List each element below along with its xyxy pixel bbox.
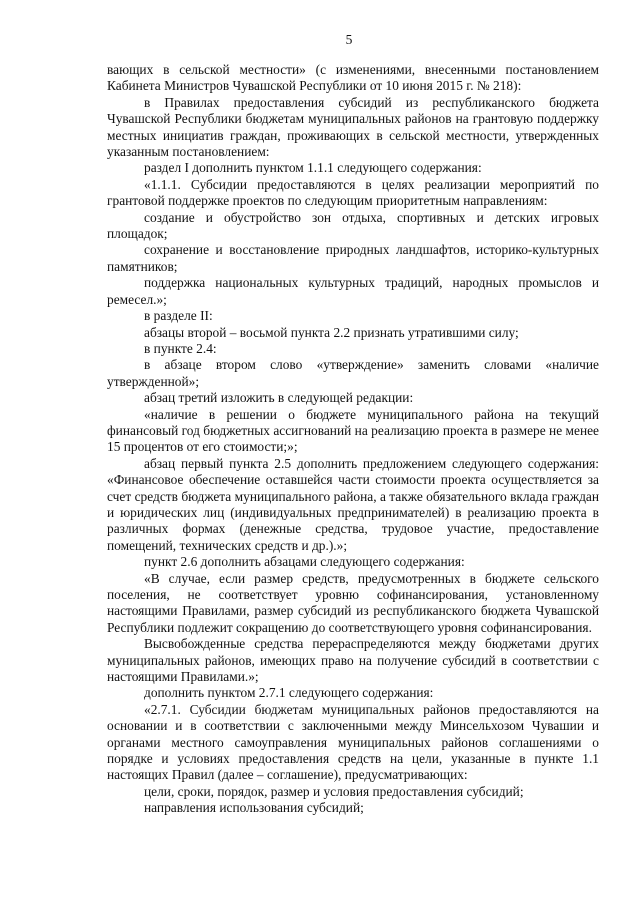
page-number: 5 <box>345 32 353 47</box>
paragraph: в разделе II: <box>144 308 213 324</box>
paragraph: пункт 2.6 дополнить абзацами следующего содержания: <box>144 554 465 570</box>
paragraph: раздел I дополнить пунктом 1.1.1 следующего содержания: <box>144 160 482 176</box>
paragraph: «2.7.1. Субсидии бюджетам муниципальных районов предоставляются на основании и в соответствии с заключенными между Минсельхозом Чувашии и органами местного самоуправления муниципальных районов соглашениями о порядке и условиях предоставления средств на цели, указанные в пункте 1.1 настоящих Правил (далее – соглашение), предусматривающих: <box>107 701 599 783</box>
paragraph: цели, сроки, порядок, размер и условия предоставления субсидий; <box>144 783 524 799</box>
paragraph: абзац третий изложить в следующей редакции: <box>144 390 414 406</box>
paragraph: абзацы второй – восьмой пункта 2.2 признать утратившими силу; <box>144 324 519 340</box>
paragraph: «В случае, если размер средств, предусмотренных в бюджете сельского поселения, не соответствует уровню софинансирования, установленному настоящими Правилами, размер субсидий из республиканского бюджета Чувашской Республики подлежит сокращению до соответствующего уровня софинансирования. <box>107 570 599 635</box>
paragraph: направления использования субсидий; <box>144 800 364 816</box>
paragraph: дополнить пунктом 2.7.1 следующего содержания: <box>144 685 434 701</box>
paragraph: в пункте 2.4: <box>144 340 217 356</box>
paragraph: вающих в сельской местности» (с изменениями, внесенными постановлением Кабинета Министров Чувашской Республики от 10 июня 2015 г. № 218): <box>107 62 599 94</box>
paragraph: создание и обустройство зон отдыха, спортивных и детских игровых площадок; <box>107 209 599 242</box>
document-body <box>107 62 599 817</box>
paragraph: в абзаце втором слово «утверждение» заменить словами «наличие утвержденной»; <box>107 357 599 389</box>
paragraph: в Правилах предоставления субсидий из республиканского бюджета Чувашской Республики бюджетам муниципальных районов на грантовую поддержку местных инициатив граждан, проживающих в сельской местности, утвержденных указанным постановлением: <box>107 94 599 160</box>
paragraph: «наличие в решении о бюджете муниципального района на текущий финансовый год бюджетных ассигнований на реализацию проекта в размере не менее 15 процентов от его стоимости;»; <box>107 406 599 455</box>
paragraph: Высвобожденные средства перераспределяются между бюджетами других муниципальных районов, имеющих право на получение субсидий в соответствии с настоящими Правилами.»; <box>107 636 599 685</box>
paragraph: поддержка национальных культурных традиций, народных промыслов и ремесел.»; <box>107 275 599 307</box>
paragraph: «1.1.1. Субсидии предоставляются в целях реализации мероприятий по грантовой поддержке проектов по следующим приоритетным направлениям: <box>107 176 599 209</box>
paragraph: абзац первый пункта 2.5 дополнить предложением следующего содержания: «Финансовое обеспечение оставшейся части стоимости проекта осуществляется за счет средств бюджета муниципального района, а также обязательного вклада граждан и юридических лиц (индивидуальных предпринимателей) в реализацию проекта в различных формах (денежные средства, трудовое участие, предоставление помещений, технических средств и др.).»; <box>107 455 599 553</box>
paragraph: сохранение и восстановление природных ландшафтов, историко-культурных памятников; <box>107 242 599 274</box>
